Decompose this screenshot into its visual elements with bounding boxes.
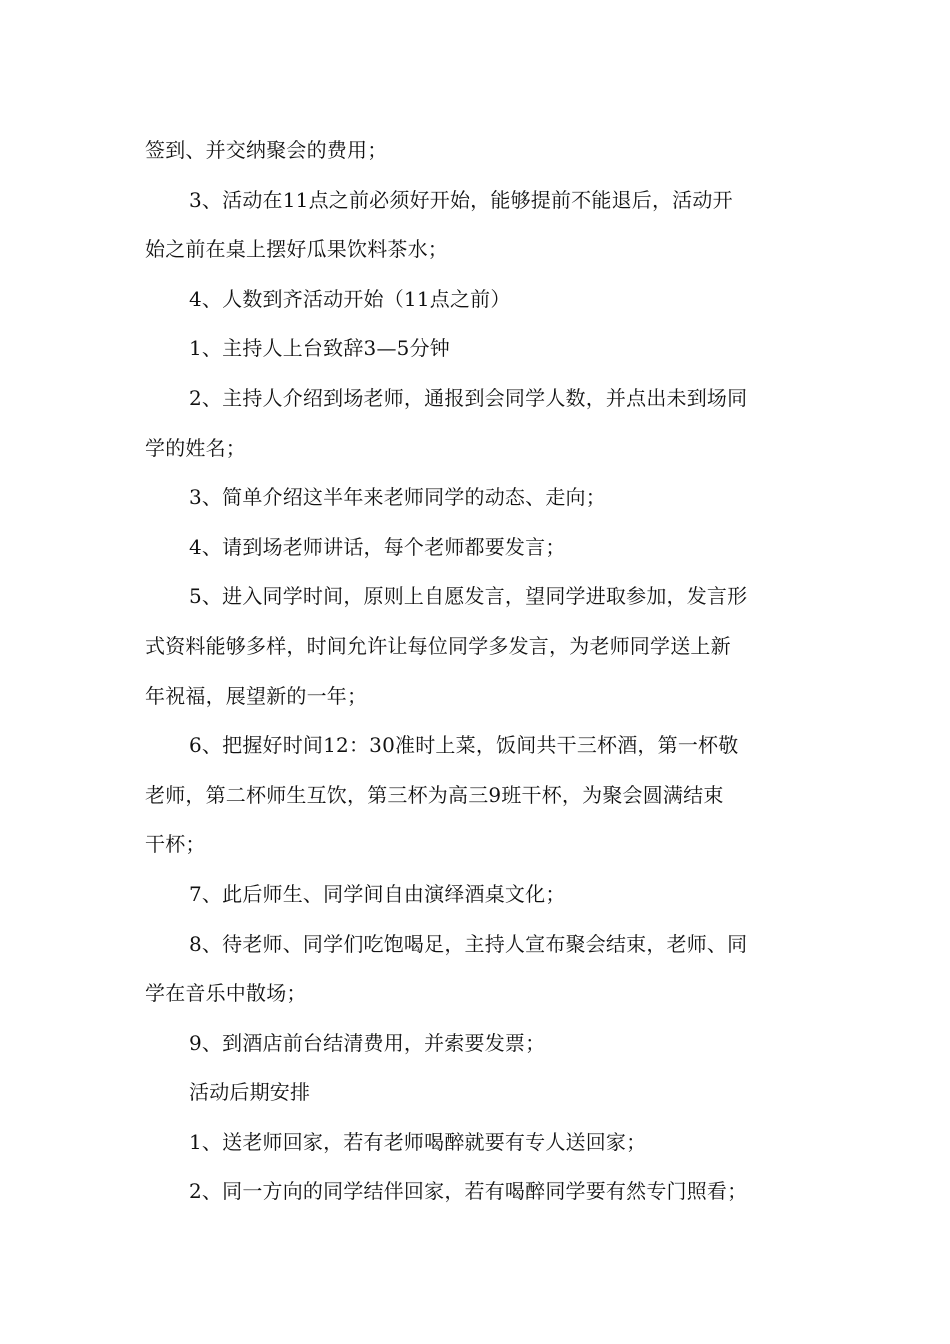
paragraph-line: 5、进入同学时间，原则上自愿发言，望同学进取参加，发言形 (189, 584, 748, 609)
paragraph-line: 干杯； (145, 832, 206, 857)
paragraph-line: 3、活动在11点之前必须好开始，能够提前不能退后，活动开 (189, 187, 733, 212)
paragraph-line: 8、待老师、同学们吃饱喝足，主持人宣布聚会结束，老师、同 (189, 931, 748, 956)
paragraph-line: 2、同一方向的同学结伴回家，若有喝醉同学要有然专门照看； (189, 1179, 748, 1204)
paragraph-line: 始之前在桌上摆好瓜果饮料茶水； (145, 237, 448, 262)
paragraph-line: 4、人数到齐活动开始（11点之前） (189, 286, 511, 311)
paragraph-line: 1、送老师回家，若有老师喝醉就要有专人送回家； (189, 1129, 647, 1154)
paragraph-line: 老师，第二杯师生互饮，第三杯为高三9班干杯，为聚会圆满结束 (145, 782, 724, 807)
paragraph-line: 4、请到场老师讲话，每个老师都要发言； (189, 534, 566, 559)
paragraph-line: 7、此后师生、同学间自由演绎酒桌文化； (189, 881, 566, 906)
paragraph-line: 学的姓名； (145, 435, 246, 460)
document-body (145, 126, 810, 1217)
paragraph-line: 6、把握好时间12：30准时上菜，饭间共干三杯酒，第一杯敬 (189, 733, 739, 758)
paragraph-line: 签到、并交纳聚会的费用； (145, 138, 388, 162)
paragraph-line: 3、简单介绍这半年来老师同学的动态、走向； (189, 485, 606, 510)
paragraph-line: 式资料能够多样，时间允许让每位同学多发言，为老师同学送上新 (145, 633, 731, 658)
paragraph-line: 1、主持人上台致辞3—5分钟 (189, 336, 450, 361)
paragraph-line: 年祝福，展望新的一年； (145, 683, 368, 708)
paragraph-line: 2、主持人介绍到场老师，通报到会同学人数，并点出未到场同 (189, 385, 748, 410)
paragraph-line: 9、到酒店前台结清费用，并索要发票； (189, 1030, 546, 1055)
section-heading: 活动后期安排 (189, 1080, 311, 1105)
paragraph-line: 学在音乐中散场； (145, 981, 307, 1006)
